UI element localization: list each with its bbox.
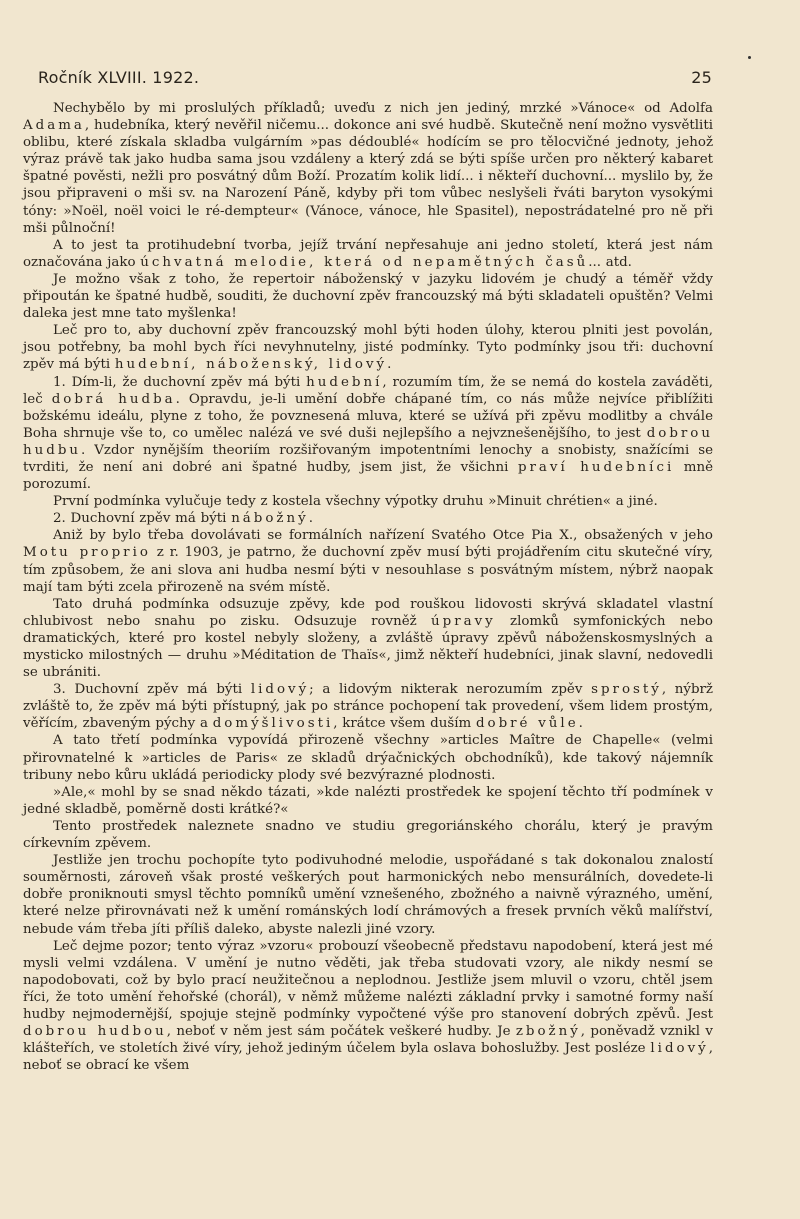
paragraph-text: . Vzdor nynějším theoriím rozšiřovaným impotentními lenochy a snobisty, snažícími se tvrditi, že není ani dobré ani špatné hudby, jsem jist, že všichni [23,442,713,475]
paragraph-text: , rozumím tím, že se nemá do kostela zaváděti, leč [23,374,713,407]
spaced-emphasis: hudební, náboženský, lidový [114,357,388,373]
spaced-emphasis: domýšlivosti [212,716,334,732]
paragraph-text: , poněvadž vznikl v klášteřích, ve stoletích živé víry, jehož jediným účelem byla oslava bohoslužby. Jest posléze [23,1024,713,1057]
paragraph-text: z r. 1903, je patrno, že duchovní zpěv musí býti projádřením citu skutečné víry, tím způsobem, že ani slova ani hudba nesmí býti v nesouhlase s posvátným místem, nýbrž naopak mají tam býti zcela přirozeně na svém místě. [23,545,713,595]
spaced-emphasis: praví hudebníci [517,459,675,475]
paragraph [23,938,713,1075]
paragraph-text: mně porozumí. [23,459,713,493]
article-body [23,100,713,1074]
spaced-emphasis: dobré vůle [475,716,579,732]
page-number: 25 [691,68,712,87]
paragraph-text: 2. Duchovní zpěv má býti [53,511,232,527]
spaced-emphasis: úchvatná melodie, která od nepamětných časů [140,254,589,270]
spaced-emphasis: sprostý [591,682,662,698]
paragraph-text: . [387,357,392,373]
paragraph-text: Jestliže jen trochu pochopíte tyto podivuhodné melodie, uspořádané s tak dokonalou znalostí souměrnosti, zároveň však prosté veškerých pout harmonických nebo mensurálních, dovedete-li dobře proniknouti smysl těchto pomníků umění vznešeného, zbožného a naivně výrazného, umění, které nelze přirovnávati než k umění románských lodí chrámových a fresek prvních věků malířství, nebude vám třeba jíti příliš daleko, abyste nalezli jiné vzory. [23,853,713,937]
spaced-emphasis: nábožný [231,511,309,527]
paragraph-text: , neboť v něm jest sám počátek veškeré hudby. Je [166,1024,516,1040]
paragraph-text: »Ale,« mohl by se snad někdo tázati, »kde nalézti prostředek ke spojení těchto tří podmínek v jedné skladbě, poměrně dosti krátké?« [23,784,713,817]
paragraph-text: ; a lidovým nikterak nerozumím zpěv [309,682,592,698]
paragraph [23,100,713,237]
spaced-emphasis: dobrou hudbou [23,1024,167,1040]
page-header [38,68,712,87]
paragraph [23,596,713,681]
spaced-emphasis: Motu proprio [23,545,151,561]
paragraph [23,681,713,732]
spaced-emphasis: zbožný [515,1024,581,1040]
spaced-emphasis: lidový [250,682,310,698]
running-head: Ročník XLVIII. 1922. [38,68,200,87]
paragraph-text: , hudebníka, který nevěřil ničemu... dokonce ani své hudbě. Skutečně není možno vysvětliti oblibu, které získala skladba vulgárním »pas dédoublé« hodícím se pro tělocvičné jednoty, jehož výraz právě tak jako hudba sama jsou vzdáleny a který zdá se býti spíše určen pro některý kabaret špatné pověsti, nežli pro posvátný dům Boží. Prozatím kolik lidí... i někteří duchovní... myslilo by, že jsou připraveni o mši sv. na Narození Páně, kdyby při tom vůbec neslyšeli řváti baryton vysokými tóny: »Noël, noël voici le ré-dempteur« (Vánoce, vánoce, hle Spasitel), nepostrádatelné pro ně při mši půlnoční! [23,118,713,236]
paragraph [23,493,713,510]
paragraph [23,852,713,937]
spaced-emphasis: úpravy [431,613,496,629]
paragraph-text: zlomků symfonických nebo dramatických, které pro kostel nebyly složeny, a zvláště úpravy zpěvů náboženskosmyslných a mysticko milostných — druhu »Méditation de Thaïs«, jimž někteří hudebníci, jinak slavní, nedovedli se ubrániti. [23,613,713,681]
spaced-emphasis: dobrou hudbu [23,425,713,458]
paragraph [23,527,713,595]
paragraph-text: , krátce všem duším [333,716,476,732]
paragraph [23,818,713,852]
spaced-emphasis: hudební [306,374,383,390]
paragraph-text: Tento prostředek naleznete snadno ve studiu gregoriánského chorálu, který je pravým církevním zpěvem. [23,818,713,852]
paragraph-text: Je možno však z toho, že repertoir náboženský v jazyku lidovém je chudý a téměř vždy připoután ke špatné hudbě, souditi, že duchovní zpěv francouzský má býti skladateli opuštěn? Velmi daleka jest mne tato myšlenka! [23,271,713,322]
paragraph-text: ... atd. [588,254,632,270]
paragraph [23,784,713,818]
print-dot [748,56,751,59]
spaced-emphasis: dobrá hudba [51,391,176,407]
paragraph-text: . [578,716,583,732]
paragraph-text: 1. Dím-li, že duchovní zpěv má býti [53,374,307,390]
paragraph [23,374,713,494]
paragraph-text: Leč pro to, aby duchovní zpěv francouzský mohl býti hoden úlohy, kterou plniti jest povolán, jsou potřebny, ba mohl bych říci nevyhnutelny, jisté podmínky. Tyto podmínky jsou tři: duchovní zpěv má býti [23,323,713,373]
paragraph-text: Tato druhá podmínka odsuzuje zpěvy, kde pod rouškou lidovosti skrývá skladatel vlastní chlubivost nebo snahu po zisku. Odsuzuje rovněž [23,596,713,629]
paragraph-text: Leč dejme pozor; tento výraz »vzoru« probouzí všeobecně představu napodobení, která jest mé mysli velmi vzdálena. V umění je nutno věděti, jak třeba studovati vzory, ale nikdy nesmí se napodobovati, což by bylo prací neužitečnou a neplodnou. Jestliže jsem mluvil o vzoru, chtěl jsem říci, že toto umění řehořské (chorál), v němž můžeme nalézti základní prvky i samotné formy naší hudby nejmodernější, spojuje stejně podmínky vypočtené výše pro stanovení dobrých zpěvů. Jest [23,938,713,1022]
paragraph-text: , neboť se obrací ke všem [23,1041,713,1074]
paragraph-text: . Opravdu, je-li umění dobře chápané tím, co nás může nejvíce přiblížiti božskému ideálu, plyne z toho, že povznesená mluva, které se užívá při zpěvu modlitby a chvále Boha shrnuje vše to, co umělec nalézá ve své duši nejlepšího a nejvznešenějšího, to jest [23,391,713,441]
spaced-emphasis: lidový [650,1041,709,1057]
paragraph-text: Nechybělo by mi proslulých příkladů; uveďu z nich jen jediný, mrzké »Vánoce« od Adolfa [53,101,713,116]
paragraph [23,237,713,271]
spaced-emphasis: Adama [23,118,85,134]
paragraph-text: A tato třetí podmínka vypovídá přirozeně všechny »articles Maître de Chapelle« (velmi přirovnatelné k »articles de Paris« ze skladů drýačnických obchodníků), kde takový nájemník tribuny nebo kůru ukládá periodicky plody své bezvýrazné plodnosti. [23,733,713,783]
paragraph [23,322,713,373]
paragraph [23,271,713,322]
paragraph-text: A to jest ta protihudební tvorba, jejíž trvání nepřesahuje ani jedno století, která jest nám označována jako [23,237,713,270]
paragraph [23,510,713,527]
paragraph-text: 3. Duchovní zpěv má býti [53,682,251,698]
paragraph-text: První podmínka vylučuje tedy z kostela všechny výpotky druhu »Minuit chrétien« a jiné. [53,494,658,510]
paragraph-text: Aniž by bylo třeba dovolávati se formálních nařízení Svatého Otce Pia X., obsažených v jeho [53,528,713,544]
paragraph-text: , nýbrž zvláště to, že zpěv má býti přístupný, jak po stránce pochopení tak provedení, všem lidem prostým, věřícím, zbaveným pýchy a [23,682,713,732]
paragraph-text: . [308,511,313,527]
paragraph [23,732,713,783]
